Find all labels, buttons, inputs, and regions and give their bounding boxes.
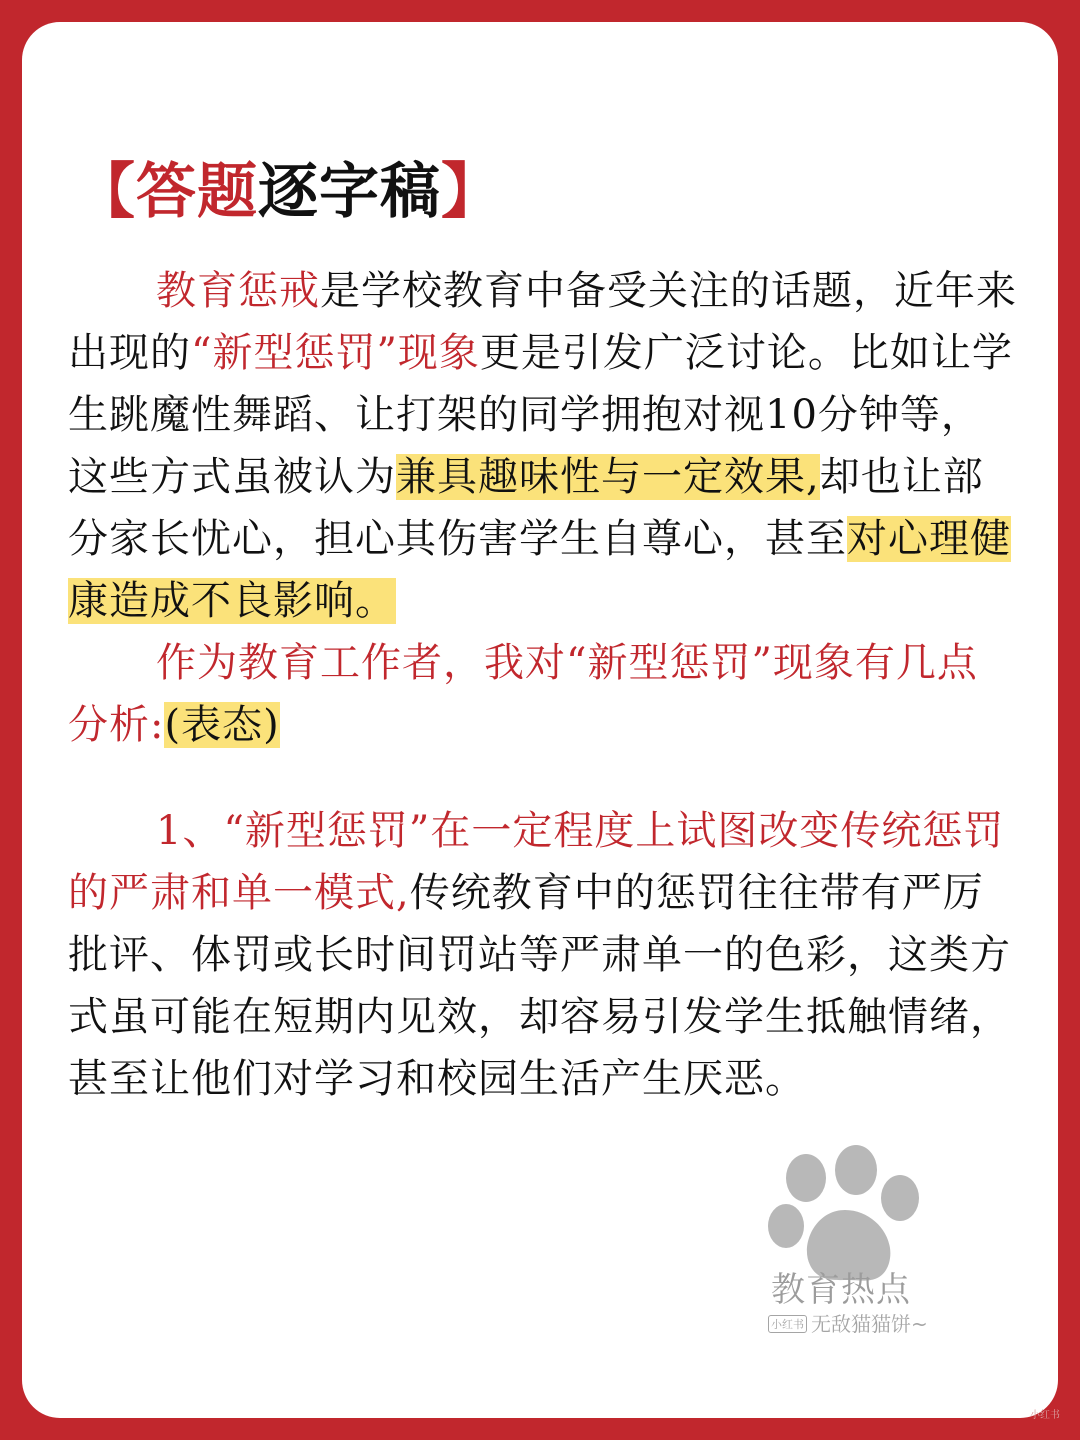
watermark-user	[768, 1308, 928, 1337]
corner-tag: 小红书	[1030, 1410, 1060, 1421]
intro-text-3: 却也让部分家长忧心，担心其伤害学生自尊心，甚至	[68, 454, 984, 562]
watermark-logo: 小红书	[768, 1315, 807, 1333]
page-title	[75, 148, 502, 236]
paragraph-point-1	[68, 800, 1018, 1110]
point1-text: 传统教育中的惩罚往往带有严厉批评、体罚或长时间罚站等严肃单一的色彩，这类方式虽可能在短期内见效，却容易引发学生抵触情绪，甚至让他们对学习和校园生活产生厌恶。	[68, 870, 1011, 1102]
paragraph-stance	[68, 632, 1018, 756]
paragraph-intro	[68, 260, 1018, 632]
title-black-part: 逐字稿	[258, 157, 441, 227]
intro-red-phrase: “新型惩罚”现象	[191, 330, 480, 376]
point1-red-text: 1、“新型惩罚”在一定程度上试图改变传统惩罚的严肃和单一模式,	[68, 808, 1005, 916]
stance-highlight: (表态)	[164, 702, 280, 748]
stance-text: 作为教育工作者，我对“新型惩罚”现象有几点分析:	[68, 640, 978, 748]
title-bracket-open: 【	[75, 157, 136, 227]
watermark-title: 教育热点	[771, 1270, 911, 1310]
intro-text-2: 更是引发广泛讨论。比如让学生跳魔性舞蹈、让打架的同学拥抱对视10分钟等，这些方式虽被认为	[68, 330, 1013, 500]
intro-text-1: 是学校教育中备受关注的话题，近年来出现的	[68, 268, 1017, 376]
intro-highlight-1: 兼具趣味性与一定效果,	[396, 454, 820, 500]
title-bracket-close: 】	[441, 157, 502, 227]
intro-red-term: 教育惩戒	[156, 268, 320, 314]
watermark-username: 无敌猫猫饼~	[811, 1312, 928, 1336]
intro-highlight-2: 对心理健康造成不良影响。	[68, 516, 1011, 624]
title-red-part: 答题	[136, 157, 258, 227]
